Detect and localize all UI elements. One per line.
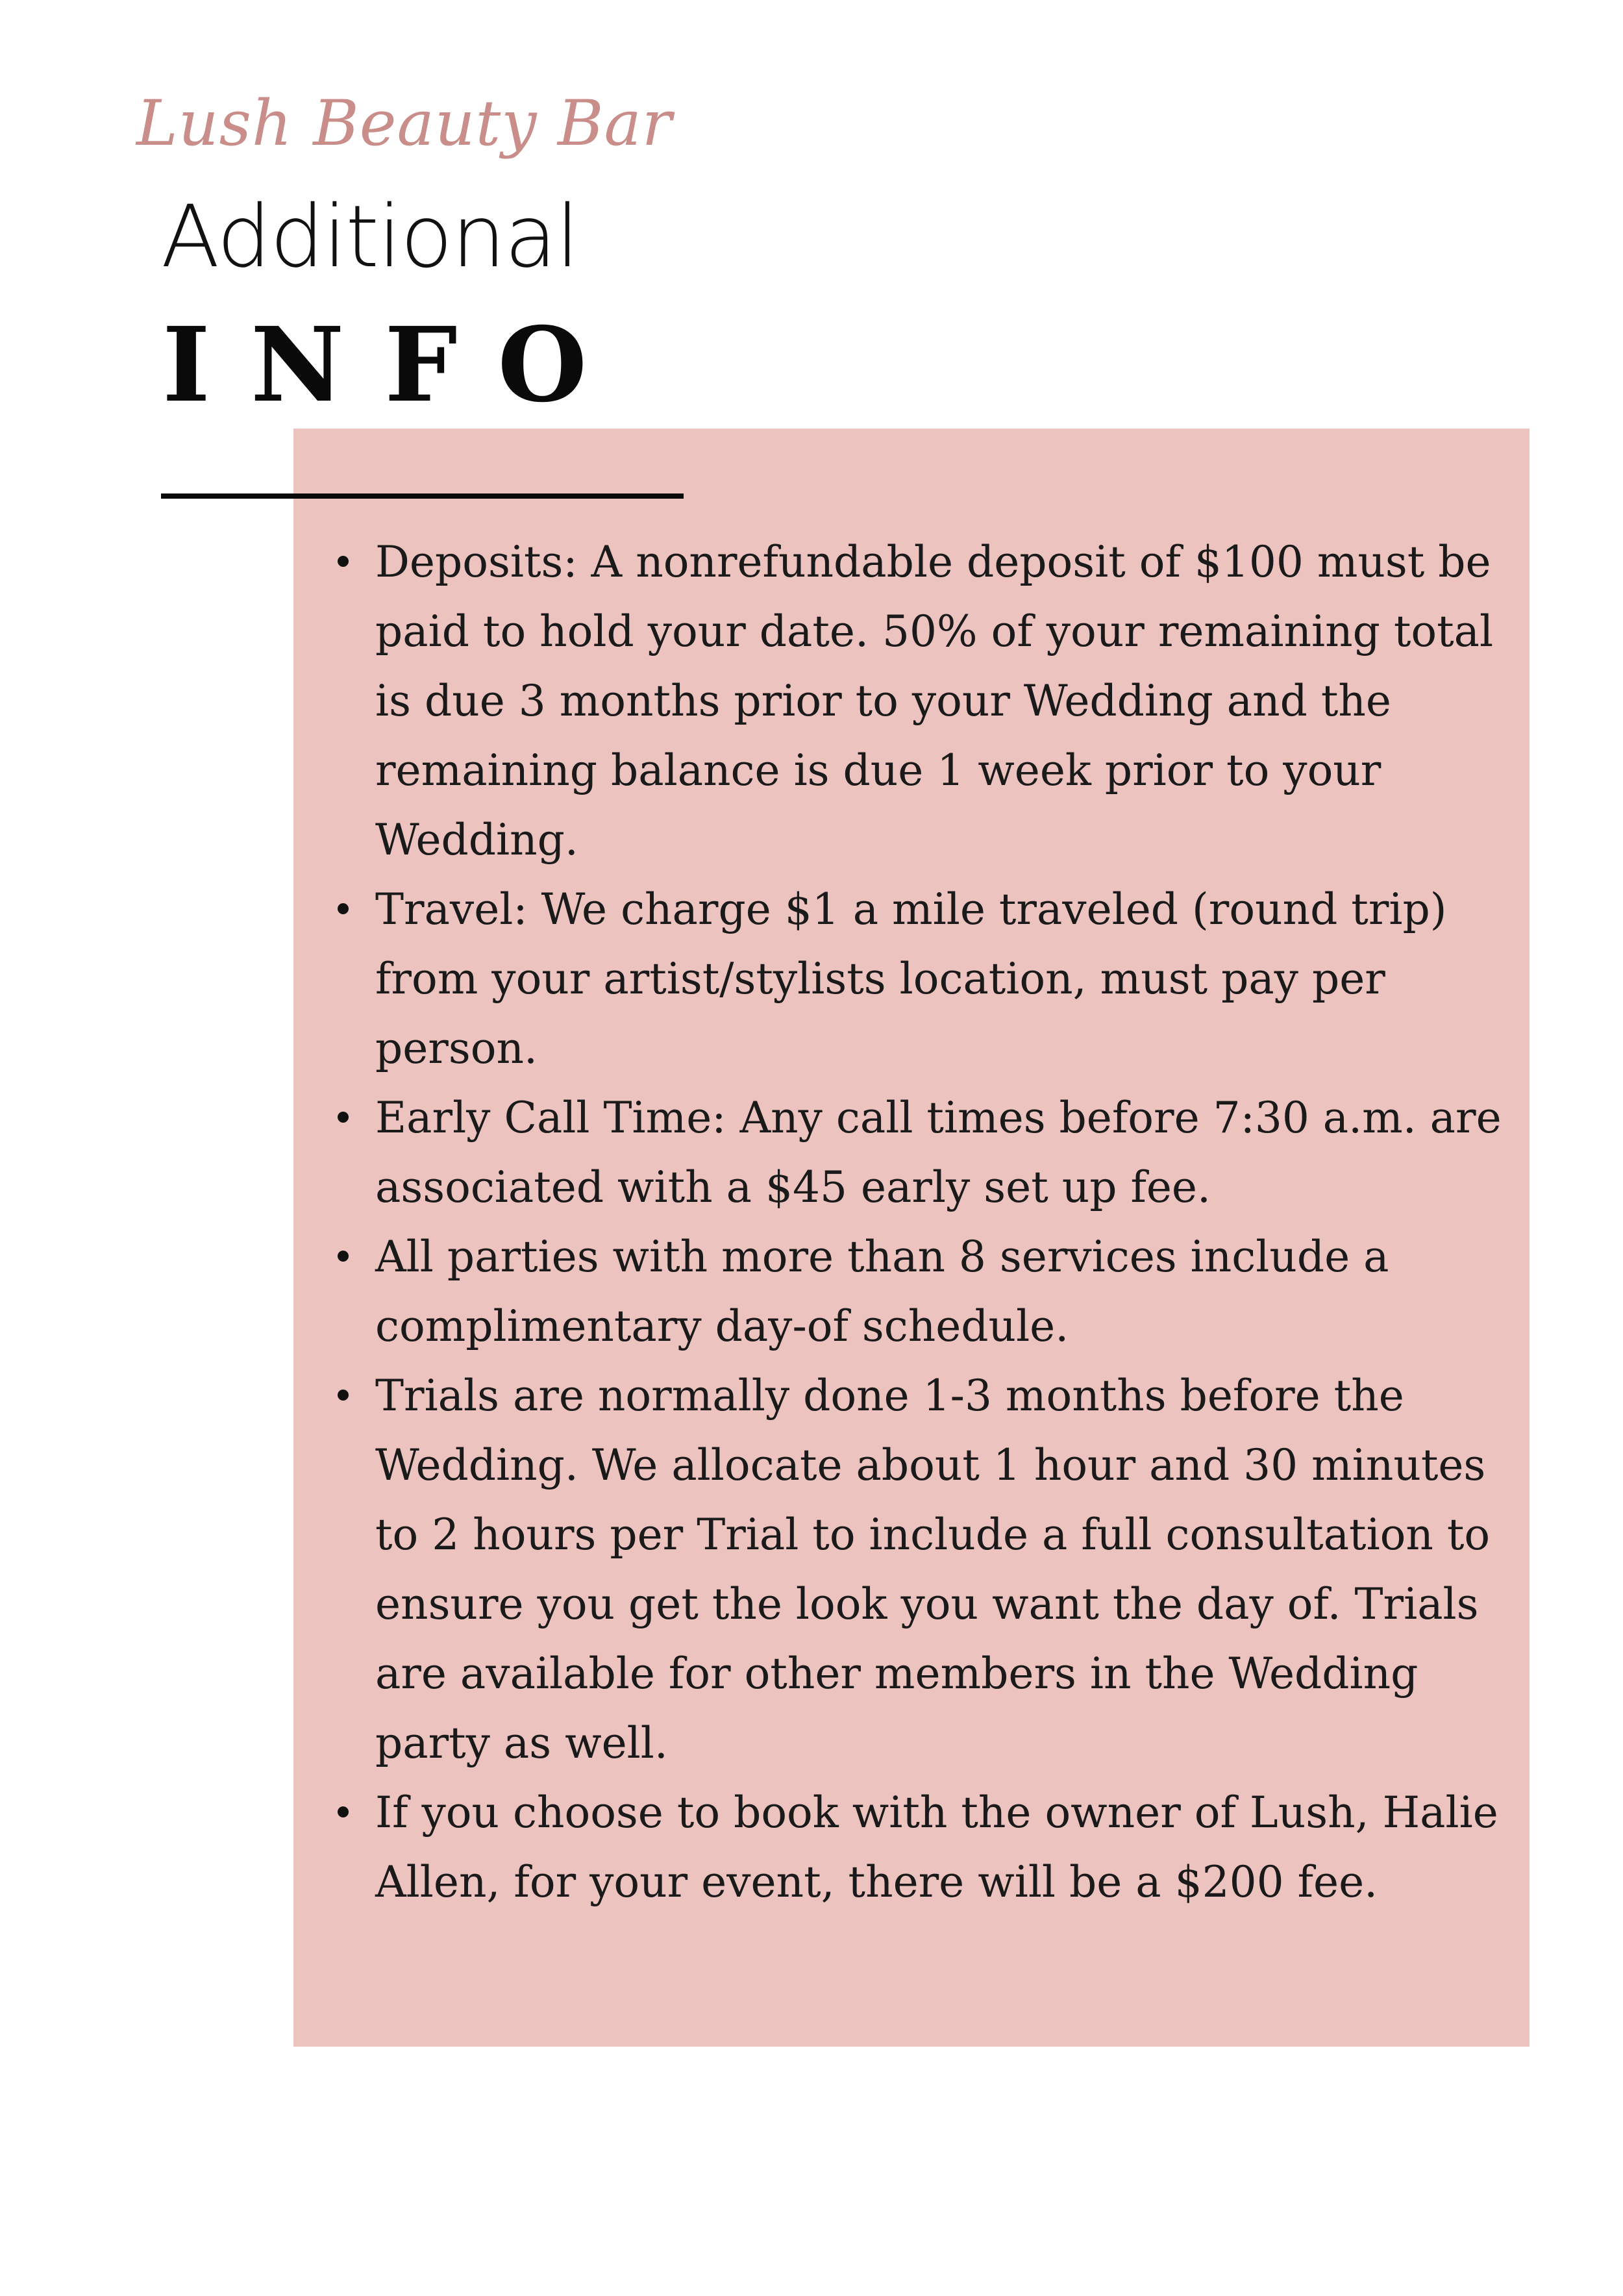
bullet-icon — [338, 903, 349, 914]
list-item-text: Early Call Time: Any call times before 7:30 a.m. are associated with a $45 early set up fee. — [375, 1093, 1502, 1212]
list-item-text: Travel: We charge $1 a mile traveled (round trip) from your artist/stylists location, must pay per person. — [375, 884, 1447, 1073]
bullet-icon — [338, 1390, 349, 1401]
title-additional: Additional — [161, 187, 578, 287]
list-item-trials — [328, 1361, 1510, 1778]
list-item-parties — [328, 1222, 1510, 1361]
bullet-icon — [338, 1112, 349, 1123]
list-item-owner-fee — [328, 1778, 1510, 1917]
brand-logo: Lush Beauty Bar — [136, 87, 673, 160]
bullet-icon — [338, 1806, 349, 1817]
list-item-text: Deposits: A nonrefundable deposit of $100 must be paid to hold your date. 50% of your remaining total is due 3 months prior to your Wedding and the remaining balance is due 1 week prior to your Wedding. — [375, 537, 1494, 865]
bullet-icon — [338, 1251, 349, 1262]
list-item-text: Trials are normally done 1-3 months before the Wedding. We allocate about 1 hour and 30 minutes to 2 hours per Trial to include a full consultation to ensure you get the look you want the day of. Trials are available for other members in the Wedding party as well. — [375, 1371, 1491, 1768]
title-underline — [161, 493, 684, 499]
list-item-travel — [328, 875, 1510, 1083]
list-item-text: If you choose to book with the owner of Lush, Halie Allen, for your event, there will be a $200 fee. — [375, 1788, 1498, 1907]
bullet-icon — [338, 556, 349, 567]
title-info: INFO — [162, 305, 628, 425]
list-item-deposits — [328, 527, 1510, 875]
info-list — [328, 527, 1510, 1917]
list-item-text: All parties with more than 8 services include a complimentary day-of schedule. — [375, 1232, 1389, 1351]
list-item-early-call-time — [328, 1083, 1510, 1222]
